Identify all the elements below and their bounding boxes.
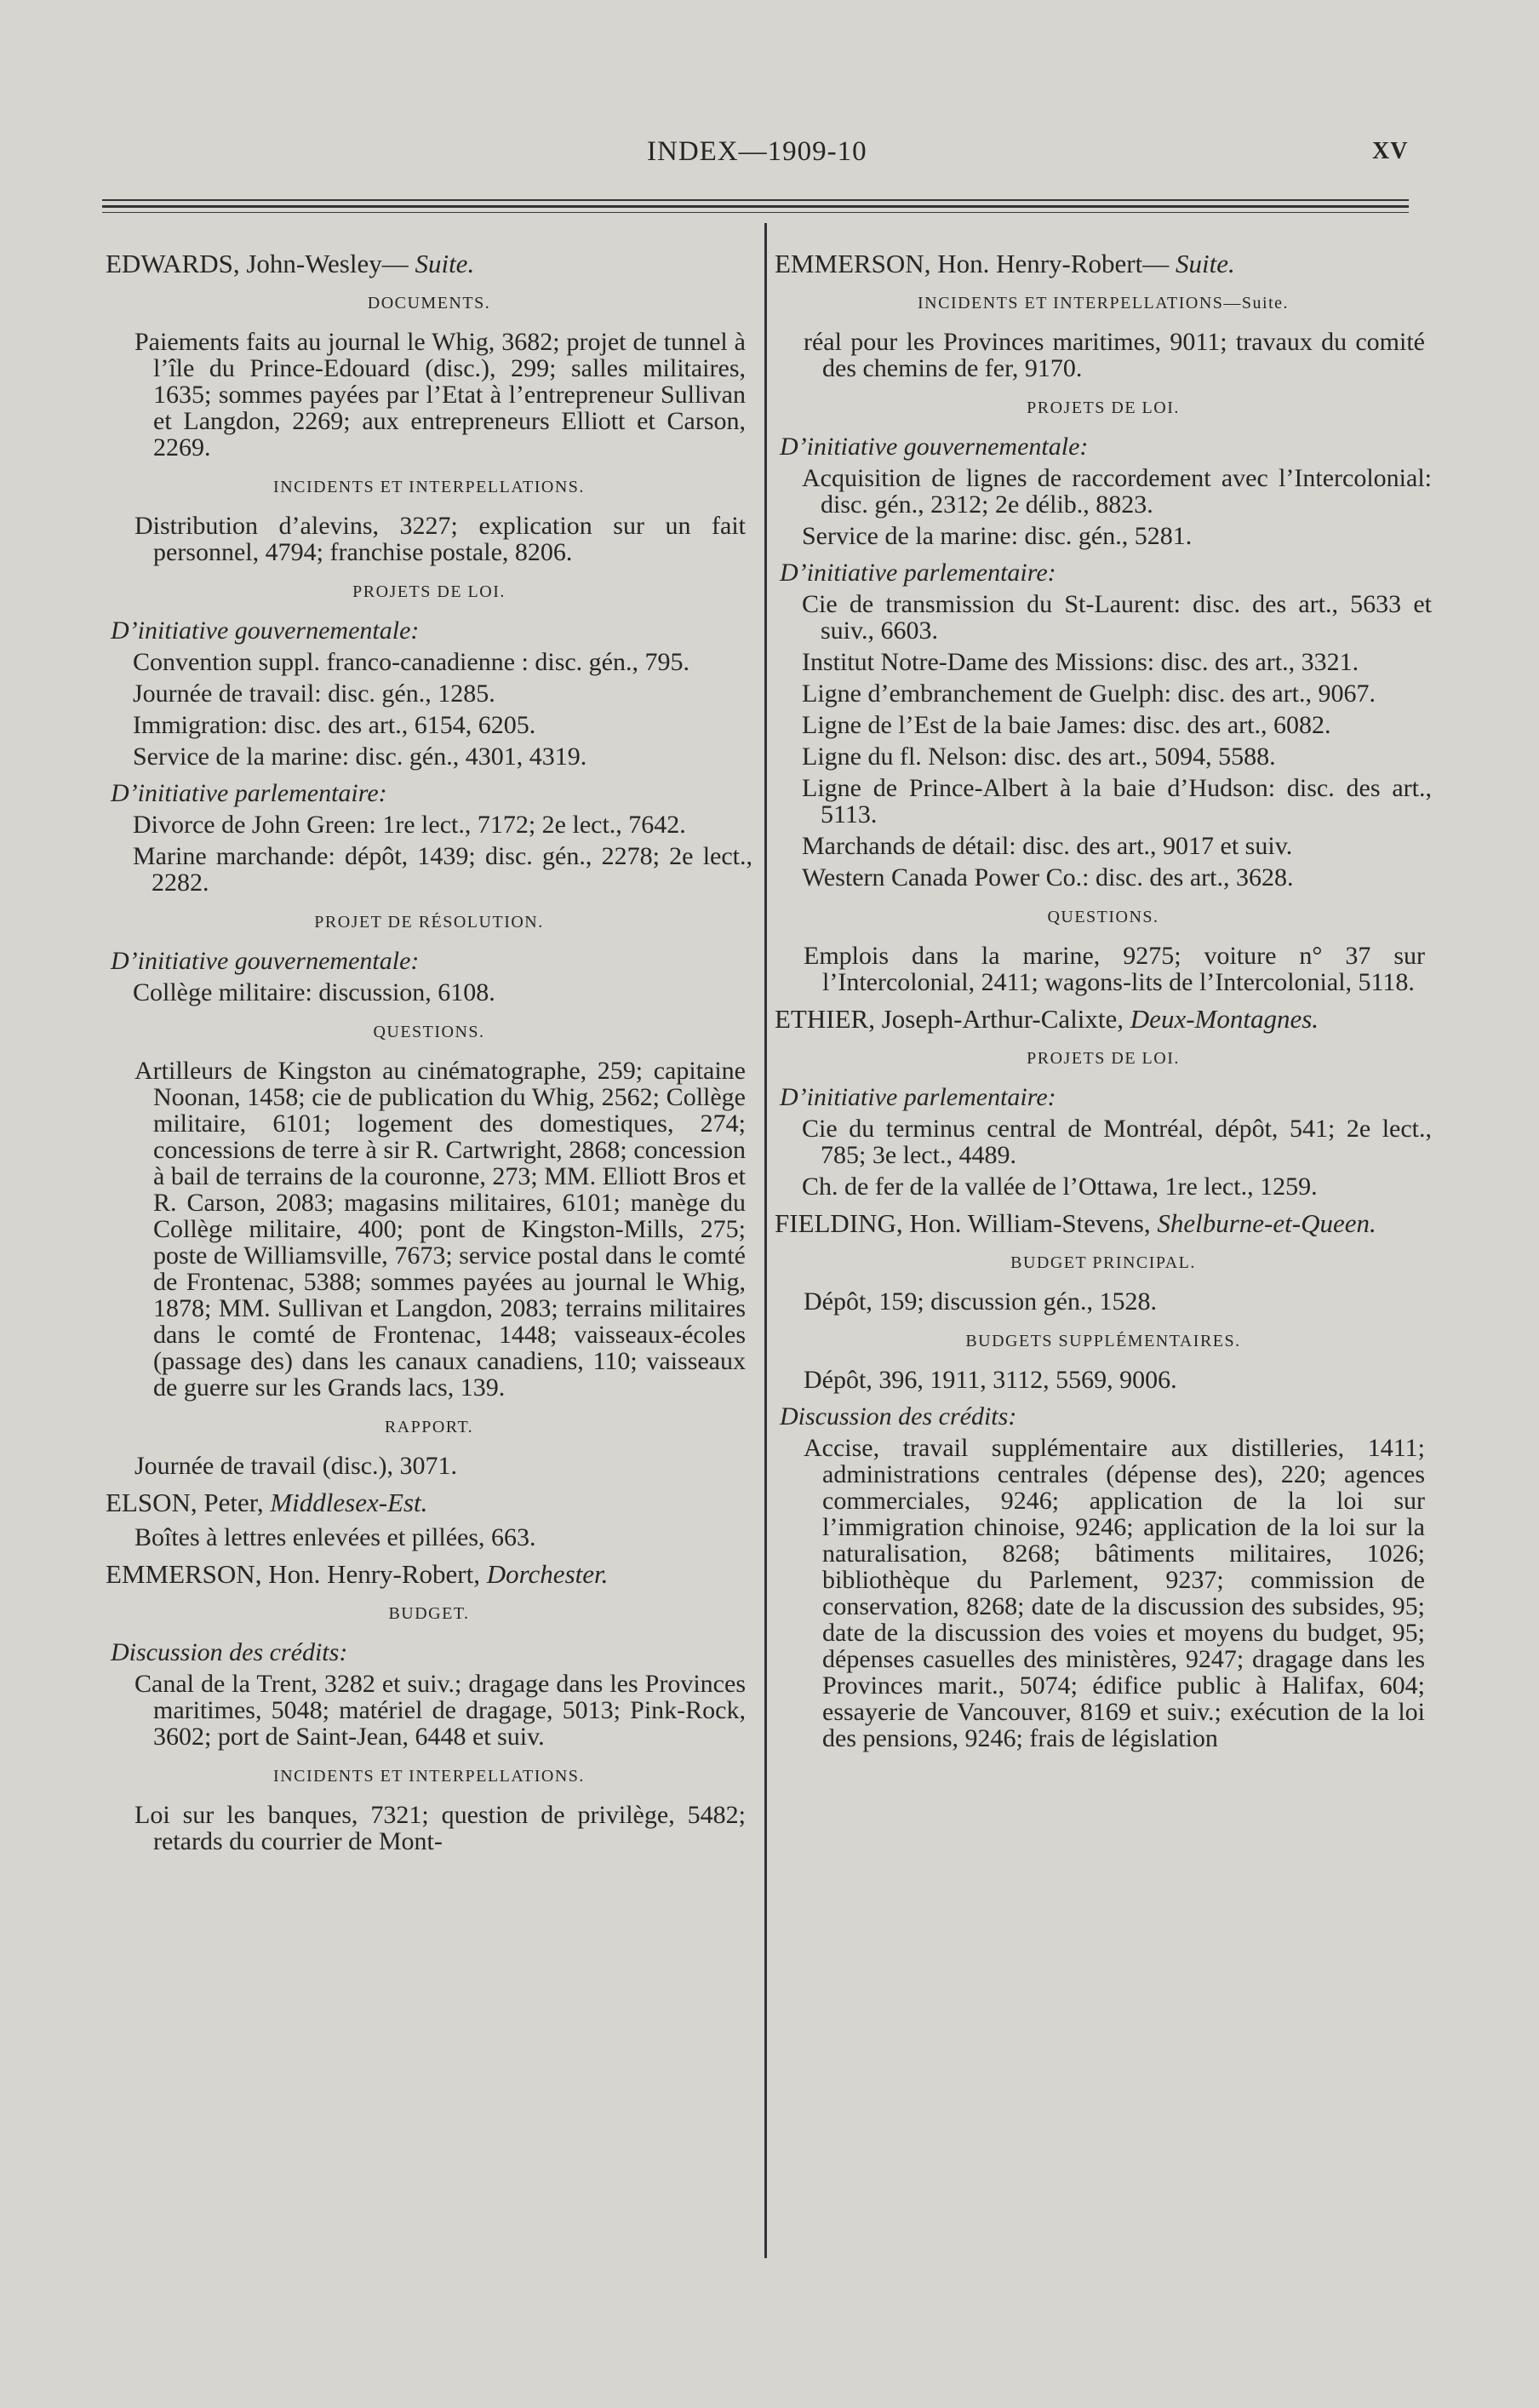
entry-text: Boîtes à lettres enlevées et pillées, 663. (134, 1523, 536, 1551)
index-item: Service de la marine: disc. gén., 4301, 4319. (133, 742, 587, 771)
index-paragraph: réal pour les Provinces maritimes, 9011; travaux du comité des chemins de fer, 9170. (804, 328, 1425, 382)
section-heading: INCIDENTS ET INTERPELLATIONS—Suite. (918, 294, 1289, 312)
index-entry (106, 1489, 752, 1551)
index-item: Convention suppl. franco-canadienne : disc. gén., 795. (133, 648, 689, 676)
index-item: Ch. de fer de la vallée de l’Ottawa, 1re lect., 1259. (802, 1172, 1318, 1201)
right-column (775, 240, 1432, 1758)
index-paragraph: Canal de la Trent, 3282 et suiv.; dragage dans les Provinces maritimes, 5048; matériel de dragage, 5013; Pink-Rock, 3602; port de Saint-Jean, 6448 et suiv. (134, 1670, 746, 1751)
entry-constituency: Suite. (1176, 249, 1235, 278)
entry-name (106, 1561, 752, 1587)
index-item: Divorce de John Green: 1re lect., 7172; 2e lect., 7642. (133, 811, 686, 839)
subheading: D’initiative parlementaire: (780, 1083, 1056, 1111)
section-heading: PROJETS DE LOI. (1027, 1049, 1180, 1068)
section-heading: RAPPORT. (384, 1418, 474, 1436)
index-item: Western Canada Power Co.: disc. des art., 3628. (802, 863, 1294, 892)
entry-name-text: ETHIER, Joseph-Arthur-Calixte, (775, 1004, 1124, 1034)
index-item: Acquisition de lignes de raccordement avec l’Intercolonial: disc. gén., 2312; 2e délib., 8823. (802, 464, 1432, 519)
index-item: Immigration: disc. des art., 6154, 6205. (133, 711, 536, 739)
header-rule (102, 199, 1409, 213)
index-item: Marchands de détail: disc. des art., 9017 et suiv. (802, 832, 1293, 860)
entry-name (775, 250, 1432, 277)
subheading: D’initiative gouvernementale: (111, 947, 420, 975)
index-item: Cie de transmission du St-Laurent: disc. des art., 5633 et suiv., 6603. (802, 590, 1432, 645)
index-paragraph: Loi sur les banques, 7321; question de privilège, 5482; retards du courrier de Mont- (134, 1801, 746, 1855)
column-divider (764, 223, 767, 2258)
subheading: Discussion des crédits: (111, 1638, 348, 1666)
page-header (0, 136, 1539, 174)
index-item: Journée de travail: disc. gén., 1285. (133, 679, 495, 708)
index-entry (775, 1210, 1432, 1752)
entry-name-text: EMMERSON, Hon. Henry-Robert— (775, 249, 1170, 278)
index-paragraph: Accise, travail supplémentaire aux distilleries, 1411; administrations centrales (dépense des), 220; agences commerciales, 9246; application de la loi sur l’immigration chinoise, 9246; application de la loi sur la naturalisation, 8268; bâtiments militaires, 1026; bibliothèque du Parlement, 9237; commission de conservation, 8268; date de la discussion des subsides, 95; date de la discussion des voies et moyens du budget, 95; dépenses casuelles des ministères, 9247; dragage dans les Provinces marit., 5074; édifice public à Halifax, 604; essayerie de Vancouver, 8169 et suiv.; exécution de la loi des pensions, 9246; frais de législation (804, 1434, 1425, 1752)
index-item: Ligne d’embranchement de Guelph: disc. des art., 9067. (802, 679, 1376, 708)
index-item: Cie du terminus central de Montréal, dépôt, 541; 2e lect., 785; 3e lect., 4489. (802, 1115, 1432, 1169)
section-heading: INCIDENTS ET INTERPELLATIONS. (273, 478, 585, 496)
index-entry (775, 250, 1432, 995)
index-paragraph: Dépôt, 396, 1911, 3112, 5569, 9006. (804, 1366, 1177, 1394)
subheading: D’initiative gouvernementale: (780, 433, 1089, 461)
index-item: Collège militaire: discussion, 6108. (133, 978, 495, 1006)
index-paragraph: Artilleurs de Kingston au cinématographe, 259; capitaine Noonan, 1458; cie de publication du Whig, 2562; Collège militaire, 6101; logement des domestiques, 274; concessions de terre à sir R. Cartwright, 2868; concession à bail de terrains de la couronne, 273; MM. Elliott Bros et R. Carson, 2083; magasins militaires, 6101; manège du Collège militaire, 400; pont de Kingston-Mills, 275; poste de Williamsville, 7673; service postal dans le comté de Frontenac, 5388; sommes payées au journal le Whig, 1878; MM. Sullivan et Langdon, 2083; terrains militaires dans le comté de Frontenac, 1448; vaisseaux-écoles (passage des) dans les canaux canadiens, 110; vaisseaux de guerre sur les Grands lacs, 139. (134, 1057, 746, 1402)
section-heading: PROJETS DE LOI. (1027, 398, 1180, 417)
section-heading: QUESTIONS. (373, 1023, 485, 1041)
index-entry (106, 1561, 752, 1855)
index-item: Institut Notre-Dame des Missions: disc. des art., 3321. (802, 648, 1359, 676)
section-heading: DOCUMENTS. (367, 294, 491, 312)
index-item: Ligne du fl. Nelson: disc. des art., 5094, 5588. (802, 742, 1276, 771)
entry-name (106, 1489, 752, 1516)
page-number: XV (1372, 138, 1409, 164)
section-heading: BUDGET PRINCIPAL. (1010, 1253, 1196, 1272)
subheading: D’initiative gouvernementale: (111, 616, 420, 645)
index-entry (106, 250, 752, 1479)
index-entry (775, 1006, 1432, 1200)
index-item: Service de la marine: disc. gén., 5281. (802, 522, 1193, 550)
section-heading: QUESTIONS. (1047, 908, 1159, 926)
section-heading: BUDGETS SUPPLÉMENTAIRES. (965, 1332, 1241, 1350)
entry-name-text: EMMERSON, Hon. Henry-Robert, (106, 1559, 480, 1589)
index-paragraph: Dépôt, 159; discussion gén., 1528. (804, 1287, 1157, 1316)
entry-name-text: EDWARDS, John-Wesley— (106, 249, 409, 278)
index-item: Ligne de Prince-Albert à la baie d’Hudson: disc. des art., 5113. (802, 774, 1432, 828)
entry-constituency: Shelburne-et-Queen. (1157, 1208, 1376, 1238)
index-item: Ligne de l’Est de la baie James: disc. des art., 6082. (802, 711, 1331, 739)
section-heading: PROJET DE RÉSOLUTION. (314, 913, 544, 932)
entry-name (775, 1006, 1432, 1032)
index-paragraph: Journée de travail (disc.), 3071. (134, 1452, 458, 1480)
subheading: Discussion des crédits: (780, 1402, 1017, 1430)
subheading: D’initiative parlementaire: (780, 559, 1056, 587)
index-paragraph: Distribution d’alevins, 3227; explication sur un fait personnel, 4794; franchise postale, 8206. (134, 512, 746, 566)
section-heading: PROJETS DE LOI. (352, 582, 506, 601)
index-paragraph: Paiements faits au journal le Whig, 3682; projet de tunnel à l’île du Prince-Edouard (disc.), 299; salles militaires, 1635; sommes payées par l’Etat à l’entrepreneur Sullivan et Langdon, 2269; aux entrepreneurs Elliott et Carson, 2269. (134, 328, 746, 462)
subheading: D’initiative parlementaire: (111, 779, 387, 807)
entry-name (775, 1210, 1432, 1236)
entry-constituency: Dorchester. (486, 1559, 609, 1589)
entry-name-text: FIELDING, Hon. William-Stevens, (775, 1208, 1151, 1238)
entry-name-text: ELSON, Peter, (106, 1488, 264, 1517)
left-column (106, 240, 752, 1861)
section-heading: INCIDENTS ET INTERPELLATIONS. (273, 1767, 585, 1786)
entry-constituency: Suite. (415, 249, 475, 278)
section-heading: BUDGET. (388, 1604, 470, 1623)
entry-constituency: Middlesex-Est. (270, 1488, 428, 1517)
entry-name (106, 250, 752, 277)
entry-constituency: Deux-Montagnes. (1130, 1004, 1319, 1034)
index-item: Marine marchande: dépôt, 1439; disc. gén., 2278; 2e lect., 2282. (133, 842, 752, 897)
running-title: INDEX—1909-10 (647, 136, 867, 167)
index-paragraph: Emplois dans la marine, 9275; voiture n° 37 sur l’Intercolonial, 2411; wagons-lits de l’Intercolonial, 5118. (804, 942, 1425, 996)
